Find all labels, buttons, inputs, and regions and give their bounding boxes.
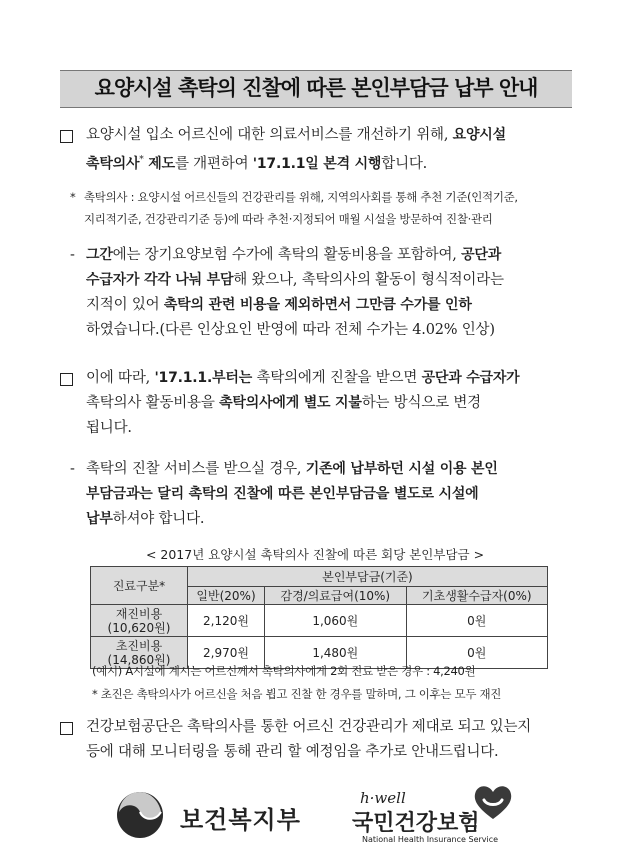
table-caption: < 2017년 요양시설 촉탁의사 진찰에 따른 회당 본인부담금 >: [145, 547, 485, 562]
table-cell: 2,970원: [188, 637, 265, 669]
section-3: 건강보험공단은 촉탁의사를 통한 어르신 건강관리가 제대로 되고 있는지 등에 대해 모니터링을 통해 관리 할 예정임을 추가로 안내드립니다.: [86, 719, 532, 760]
row-label: 초진비용 (14,860원): [91, 637, 188, 669]
checkbox-bullet-icon: [60, 373, 73, 386]
ministry-emblem-icon: [115, 790, 165, 840]
table-cell: 0원: [406, 637, 547, 669]
nhis-logo-text: 국민건강보험: [352, 811, 480, 836]
header-col: 감경/의료급여(10%): [265, 587, 407, 605]
table-cell: 1,060원: [265, 605, 407, 637]
dash-bullet: -: [70, 247, 75, 263]
checkbox-bullet-icon: [60, 722, 73, 735]
dash-paragraph-1: 그간에는 장기요양보험 수가에 촉탁의 활동비용을 포함하여, 공단과 수급자가 각각 나눠 부담해 왔으나, 촉탁의사의 활동이 형식적이라는 지적이 있어 촉탁의 관련 비용을 제외하면서 그만큼 수가를 인하 하였습니다.(다른 인상요인 반영에 따라 전체 수가는 4.02% 인상): [86, 247, 504, 338]
footnote-text: * 초진은 촉탁의사가 어르신을 처음 뵙고 진찰 한 경우를 말하며, 그 이후는 모두 재진: [92, 687, 502, 701]
nhis-tagline: h·well: [360, 789, 406, 807]
note-definition: 촉탁의사 : 요양시설 어르신들의 건강관리를 위해, 지역의사회를 통해 추천 기준(인적기준, 지리적기준, 건강관리기준 등)에 따라 추천·지정되어 매월 시설을 방문하여 진찰·관리: [84, 190, 518, 226]
header-type: 진료구분*: [91, 567, 188, 605]
nhis-english-name: National Health Insurance Service: [362, 835, 499, 844]
header-col: 일반(20%): [188, 587, 265, 605]
header-group: 본인부담금(기준): [188, 567, 548, 587]
section-2: 이에 따라, '17.1.1.부터는 촉탁의에게 진찰을 받으면 공단과 수급자가 촉탁의사 활동비용을 촉탁의사에게 별도 지불하는 방식으로 변경 됩니다.: [86, 370, 520, 436]
ministry-logo-text: 보건복지부: [180, 806, 301, 834]
title-banner: [60, 70, 572, 106]
dash-paragraph-2: 촉탁의 진찰 서비스를 받으실 경우, 기존에 납부하던 시설 이용 본인 부담금과는 달리 촉탁의 진찰에 따른 본인부담금을 별도로 시설에 납부하셔야 합니다.: [86, 461, 498, 527]
copay-table: [90, 566, 548, 669]
table-cell: 0원: [406, 605, 547, 637]
table-cell: 2,120원: [188, 605, 265, 637]
page-title: 요양시설 촉탁의 진찰에 따른 본인부담금 납부 안내: [94, 76, 538, 100]
note-star: *: [70, 190, 76, 204]
section-1: 요양시설 입소 어르신에 대한 의료서비스를 개선하기 위해, 요양시설 촉탁의사* 제도를 개편하여 '17.1.1일 본격 시행합니다.: [86, 127, 506, 172]
header-col: 기초생활수급자(0%): [406, 587, 547, 605]
checkbox-bullet-icon: [60, 130, 73, 143]
row-label: 재진비용 (10,620원): [91, 605, 188, 637]
dash-bullet: -: [70, 461, 75, 477]
table-cell: 1,480원: [265, 637, 407, 669]
example-text: (예시) A시설에 계시는 어르신께서 촉탁의사에게 2회 진료 받은 경우 : 4,240원: [92, 664, 476, 678]
table-row: [91, 605, 548, 637]
